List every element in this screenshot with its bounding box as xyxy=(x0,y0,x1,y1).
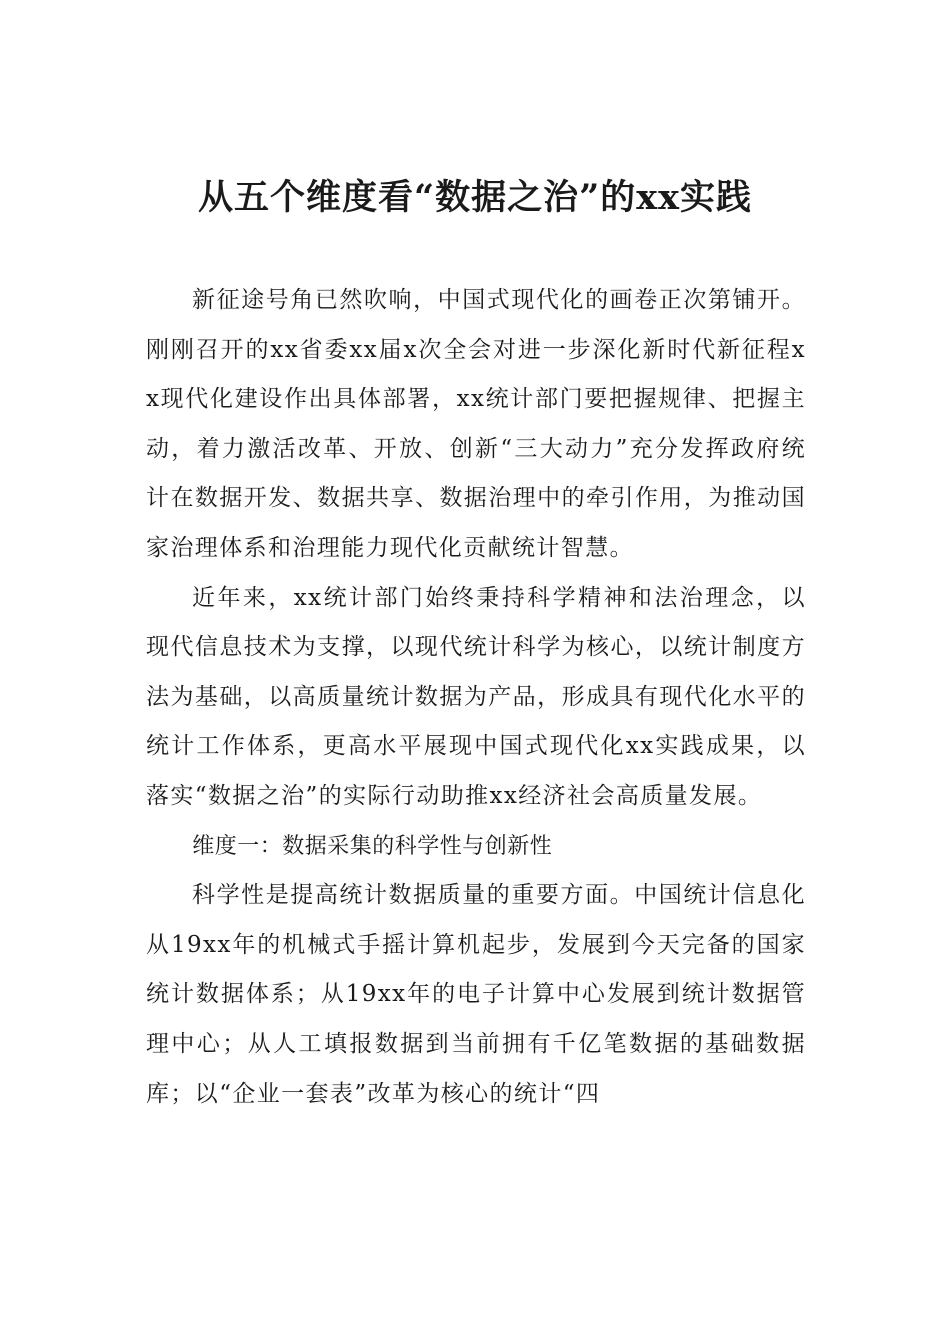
document-body xyxy=(146,276,806,1119)
paragraph-intro: 新征途号角已然吹响，中国式现代化的画卷正次第铺开。刚刚召开的xx省委xx届x次全会对进一步深化新时代新征程xx现代化建设作出具体部署，xx统计部门要把握规律、把握主动，着力激活改革、开放、创新“三大动力”充分发挥政府统计在数据开发、数据共享、数据治理中的牵引作用，为推动国家治理体系和治理能力现代化贡献统计智慧。 xyxy=(146,287,806,561)
section-heading-dimension-one: 维度一：数据采集的科学性与创新性 xyxy=(192,833,553,859)
document-title: 从五个维度看“数据之治”的xx实践 xyxy=(198,177,752,218)
paragraph-dimension-one: 科学性是提高统计数据质量的重要方面。中国统计信息化从19xx年的机械式手摇计算机起步，发展到今天完备的国家统计数据体系；从19xx年的电子计算中心发展到统计数据管理中心；从人工填报数据到当前拥有千亿笔数据的基础数据库；以“企业一套表”改革为核心的统计“四 xyxy=(146,882,806,1107)
paragraph-overview: 近年来，xx统计部门始终秉持科学精神和法治理念，以现代信息技术为支撑，以现代统计科学为核心，以统计制度方法为基础，以高质量统计数据为产品，形成具有现代化水平的统计工作体系，更高水平展现中国式现代化xx实践成果，以落实“数据之治”的实际行动助推xx经济社会高质量发展。 xyxy=(146,584,806,809)
